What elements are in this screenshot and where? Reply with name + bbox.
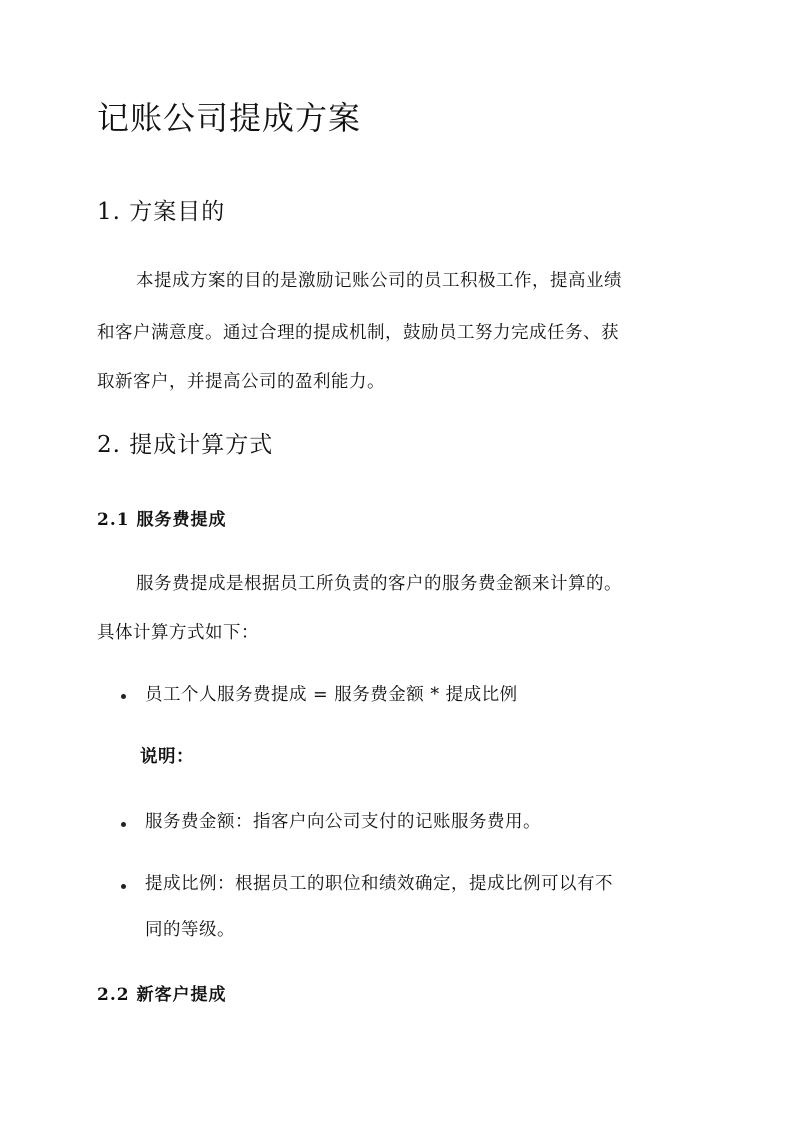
bullet-icon xyxy=(121,822,126,827)
formula-item: 员工个人服务费提成 = 服务费金额 * 提成比例 xyxy=(145,685,518,705)
subsection-heading-new-client: 2.2 新客户提成 xyxy=(97,985,227,1005)
purpose-paragraph-line-2: 和客户满意度。通过合理的提成机制，鼓励员工努力完成任务、获 xyxy=(97,323,619,343)
purpose-paragraph-line-1: 本提成方案的目的是激励记账公司的员工积极工作，提高业绩 xyxy=(136,271,622,291)
note-item-rate-line-1: 提成比例：根据员工的职位和绩效确定，提成比例可以有不 xyxy=(145,874,613,894)
bullet-icon xyxy=(121,694,126,699)
section-heading-purpose: 1. 方案目的 xyxy=(97,199,226,225)
service-fee-paragraph-line-1: 服务费提成是根据员工所负责的客户的服务费金额来计算的。 xyxy=(136,574,622,594)
bullet-icon xyxy=(121,884,126,889)
service-fee-paragraph-line-2: 具体计算方式如下： xyxy=(97,623,259,643)
note-item-service-fee: 服务费金额：指客户向公司支付的记账服务费用。 xyxy=(145,812,541,832)
note-label: 说明： xyxy=(140,747,194,767)
document-title: 记账公司提成方案 xyxy=(97,99,362,137)
section-heading-calculation: 2. 提成计算方式 xyxy=(97,432,274,458)
note-item-rate-line-2: 同的等级。 xyxy=(145,920,235,940)
subsection-heading-service-fee: 2.1 服务费提成 xyxy=(97,510,227,530)
purpose-paragraph-line-3: 取新客户，并提高公司的盈利能力。 xyxy=(97,372,385,392)
